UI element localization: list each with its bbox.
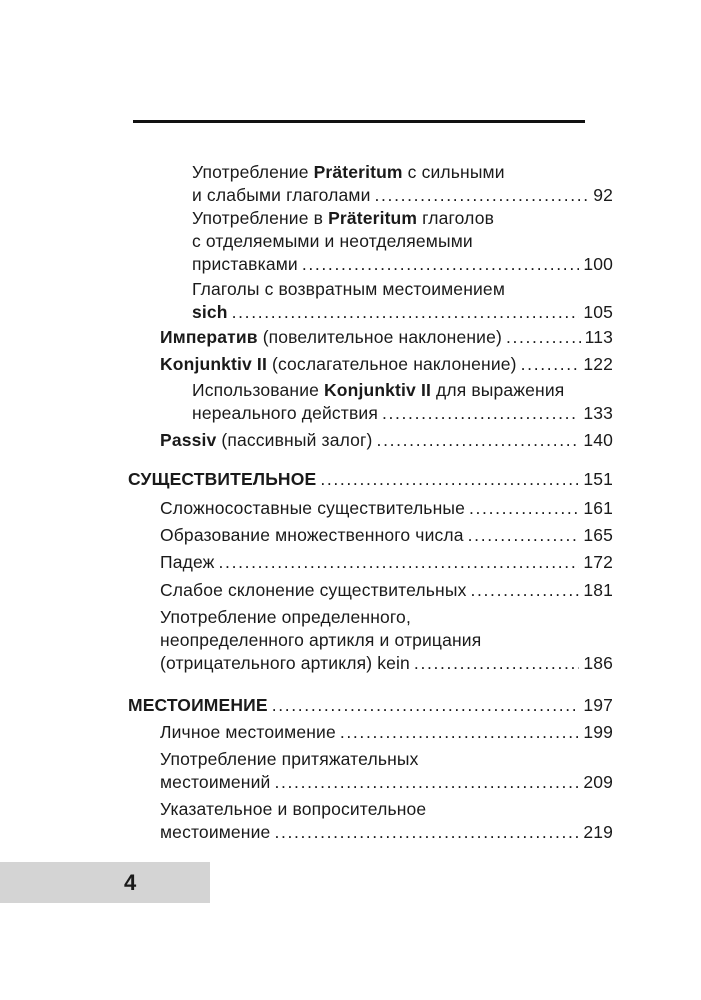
page-number: 4: [124, 870, 137, 895]
toc-entry-title: [160, 771, 270, 794]
toc-entry-title: [160, 607, 411, 627]
toc-entry-line: [160, 524, 613, 547]
toc-title-bold: Präteritum: [328, 208, 418, 228]
toc-title-text: Употребление притяжательных: [160, 749, 419, 769]
dot-leader: [377, 429, 580, 452]
toc-entry-line: [160, 497, 613, 520]
toc-entry-title: [160, 551, 215, 574]
toc-page-number: 92: [593, 185, 613, 205]
toc-title-text: и слабыми глаголами: [192, 185, 371, 205]
toc-section-heading[interactable]: [128, 468, 613, 491]
toc-entry-line: [160, 821, 613, 844]
toc-title-text: с сильными: [402, 162, 505, 182]
toc-title-text: (пассивный залог): [216, 430, 373, 450]
toc-title-text: Личное местоимение: [160, 722, 336, 742]
toc-page-number: 113: [584, 327, 613, 347]
toc-entry-line: [192, 207, 613, 230]
toc-title-text: неопределенного артикля и отрицания: [160, 630, 482, 650]
toc-title-text: Использование: [192, 380, 325, 400]
toc-entry-title: [192, 253, 298, 276]
dot-leader: [272, 694, 580, 717]
toc-entry-title: [192, 162, 505, 182]
toc-entry-title: [192, 279, 505, 299]
toc-entry[interactable]: [160, 524, 613, 547]
toc-title-text: с отделяемыми и неотделяемыми: [192, 231, 473, 251]
toc-title-text: Употребление в: [192, 208, 329, 228]
toc-title-text: Слабое склонение существительных: [160, 580, 467, 600]
toc-entry[interactable]: [192, 278, 613, 324]
toc-title-text: для выражения: [430, 380, 565, 400]
toc-entry[interactable]: [192, 379, 613, 425]
toc-title-bold: Konjunktiv II: [324, 380, 431, 400]
toc-entry-title: [160, 749, 419, 769]
toc-page-number: 197: [583, 695, 613, 715]
toc-page-number: 122: [583, 354, 613, 374]
toc-title-text: Употребление: [192, 162, 314, 182]
toc-entry-line: [192, 278, 613, 301]
toc-entry-line: [192, 402, 613, 425]
toc-title-text: приставками: [192, 254, 298, 274]
toc-title-text: Глаголы с возвратным местоимением: [192, 279, 505, 299]
toc-entry-line: [160, 748, 613, 771]
toc-entry-line: [160, 629, 613, 652]
toc-entry-title: [160, 652, 410, 675]
dot-leader: [375, 184, 590, 207]
toc-entry-title: [160, 524, 464, 547]
header-rule: [133, 120, 585, 123]
dot-leader: [340, 721, 579, 744]
toc-entry-line: [160, 551, 613, 574]
toc-entry[interactable]: [192, 161, 613, 207]
toc-entry-line: [160, 429, 613, 452]
toc-entry-line: [160, 606, 613, 629]
toc-entry-line: [160, 326, 613, 349]
toc-entry[interactable]: [160, 606, 613, 675]
dot-leader: [414, 652, 579, 675]
toc-entry-line: [160, 721, 613, 744]
toc-entry-title: [160, 353, 517, 376]
toc-entry-title: [160, 721, 336, 744]
toc-title-text: Употребление определенного,: [160, 607, 411, 627]
dot-leader: [232, 301, 580, 324]
toc-title-text: (отрицательного артикля) kein: [160, 653, 410, 673]
toc-title-text: Указательное и вопросительное: [160, 799, 427, 819]
dot-leader: [274, 821, 579, 844]
toc-title-bold: СУЩЕСТВИТЕЛЬНОЕ: [128, 469, 317, 489]
toc-page-number: 219: [583, 822, 613, 842]
toc-page-number: 181: [583, 580, 613, 600]
dot-leader: [521, 353, 580, 376]
dot-leader: [468, 524, 580, 547]
toc-title-bold: Императив: [160, 327, 258, 347]
page-number-box: [0, 862, 210, 903]
dot-leader: [469, 497, 579, 520]
toc-entry-title: [128, 468, 316, 491]
toc-entry-title: [192, 208, 494, 228]
toc-entry[interactable]: [160, 326, 613, 349]
toc-entry[interactable]: [160, 721, 613, 744]
toc-page-number: 105: [583, 302, 613, 322]
toc-entry-title: [192, 184, 371, 207]
toc-entry[interactable]: [192, 207, 613, 276]
toc-title-text: (повелительное наклонение): [257, 327, 502, 347]
toc-title-bold: Konjunktiv II: [160, 354, 267, 374]
toc-entry-line: [160, 652, 613, 675]
toc-page-number: 165: [583, 525, 613, 545]
toc-title-text: местоимений: [160, 772, 271, 792]
toc-title-text: Сложносоставные существительные: [160, 498, 465, 518]
toc-entry-line: [160, 353, 613, 376]
toc-page-number: 161: [583, 498, 613, 518]
toc-title-bold: Präteritum: [313, 162, 403, 182]
toc-title-bold: Passiv: [160, 430, 217, 450]
toc-entry[interactable]: [160, 429, 613, 452]
toc-entry-title: [192, 402, 378, 425]
toc-entry[interactable]: [160, 798, 613, 844]
toc-section-heading[interactable]: [128, 694, 613, 717]
dot-leader: [320, 468, 579, 491]
toc-entry-line: [192, 379, 613, 402]
dot-leader: [274, 771, 579, 794]
toc-title-bold: sich: [192, 302, 228, 322]
toc-entry-title: [128, 694, 268, 717]
toc-entry-title: [160, 326, 502, 349]
toc-title-text: (сослагательное наклонение): [266, 354, 517, 374]
toc-page-number: 172: [583, 552, 613, 572]
toc-page-number: 100: [583, 254, 613, 274]
toc-entry-line: [160, 771, 613, 794]
toc-title-text: Падеж: [160, 552, 215, 572]
toc-entry-title: [160, 799, 426, 819]
toc-title-text: нереального действия: [192, 403, 378, 423]
toc-entry-line: [192, 230, 613, 253]
toc-title-text: Образование множественного числа: [160, 525, 464, 545]
dot-leader: [506, 326, 581, 349]
toc-entry-line: [192, 301, 613, 324]
toc-entry-line: [192, 184, 613, 207]
dot-leader: [219, 551, 580, 574]
dot-leader: [470, 579, 579, 602]
toc-entry-title: [160, 579, 466, 602]
toc-entry-line: [192, 161, 613, 184]
toc-entry-title: [160, 630, 481, 650]
toc-entry-line: [160, 798, 613, 821]
toc-title-bold: МЕСТОИМЕНИЕ: [128, 695, 268, 715]
toc-page-number: 140: [583, 430, 613, 450]
toc-page-number: 209: [583, 772, 613, 792]
toc-entry-title: [160, 821, 270, 844]
toc-entry[interactable]: [160, 579, 613, 602]
toc-entry-title: [192, 380, 564, 400]
toc-entry[interactable]: [160, 748, 613, 794]
toc-entry[interactable]: [160, 353, 613, 376]
toc-page-number: 199: [583, 722, 613, 742]
toc-entry-title: [160, 497, 465, 520]
toc-entry[interactable]: [160, 497, 613, 520]
toc-entry-line: [192, 253, 613, 276]
toc-title-text: глаголов: [417, 208, 495, 228]
dot-leader: [302, 253, 580, 276]
toc-entry-line: [128, 694, 613, 717]
toc-entry-title: [192, 301, 228, 324]
toc-entry-line: [128, 468, 613, 491]
toc-entry-title: [160, 429, 373, 452]
dot-leader: [382, 402, 579, 425]
toc-page-number: 151: [583, 469, 613, 489]
toc-entry-title: [192, 231, 473, 251]
toc-entry-line: [160, 579, 613, 602]
toc-page-number: 186: [583, 653, 613, 673]
toc-entry[interactable]: [160, 551, 613, 574]
toc-title-text: местоимение: [160, 822, 271, 842]
toc-page-number: 133: [583, 403, 613, 423]
